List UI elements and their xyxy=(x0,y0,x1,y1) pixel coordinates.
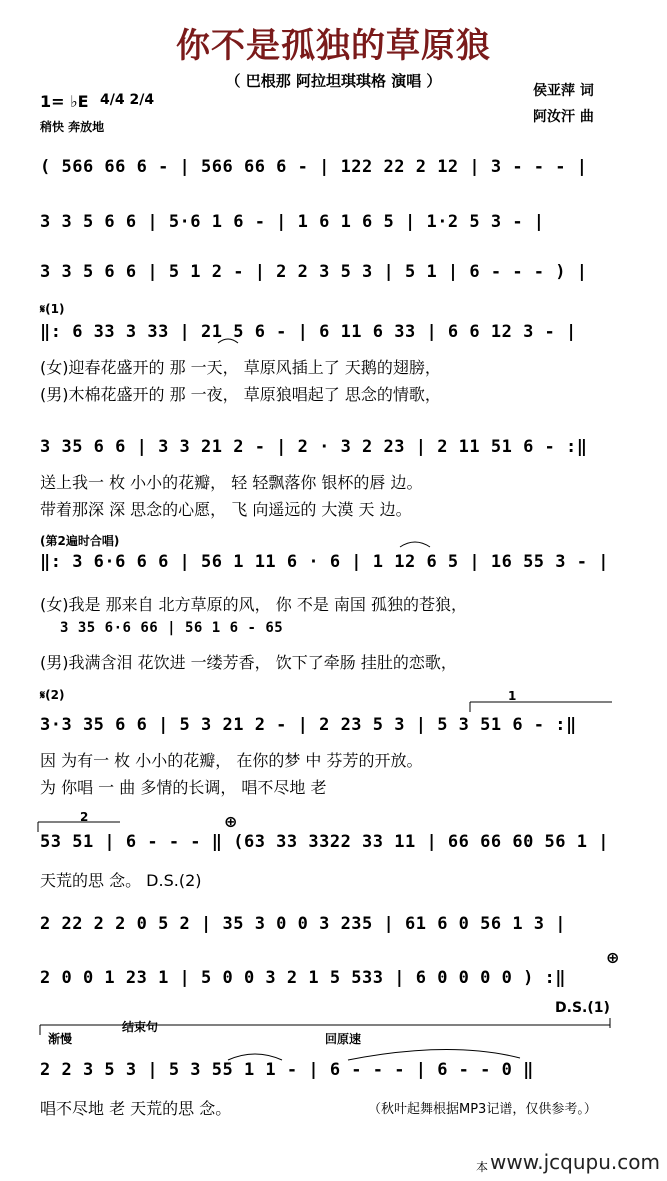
lyric-line: (女)迎春花盛开的 那 一天， 草原风插上了 天鹅的翅膀， xyxy=(40,358,441,377)
lyric-line: 天荒的思 念。 D.S.(2) xyxy=(40,871,202,890)
score-row-6: ‖: 3 6·6 6 6 | 56 1 11 6 · 6 | 1 12 6 5 | 16 55 3 - | xyxy=(40,552,609,572)
chorus-note: (第2遍时合唱) xyxy=(40,534,120,548)
lyric-line: 因 为有一 枚 小小的花瓣， 在你的梦 中 芬芳的开放。 xyxy=(40,751,423,770)
score-row-1: ( 566 66 6 - | 566 66 6 - | 122 22 2 12 | 3 - - - | xyxy=(40,157,588,177)
ds-1-mark: D.S.(1) xyxy=(555,1000,610,1016)
performers: （ 巴根那 阿拉坦琪琪格 演唱 ） xyxy=(225,72,442,90)
coda-mark: ⊕ xyxy=(224,812,238,831)
lyric-line: 送上我一 枚 小小的花瓣， 轻 轻飘落你 银杯的唇 边。 xyxy=(40,473,423,492)
ending-phrase-label: 结束句 xyxy=(122,1020,159,1034)
volta-1-label: 1 xyxy=(508,689,517,703)
key-signature: 1= ♭E xyxy=(40,92,89,111)
lyric-line: 唱不尽地 老 天荒的思 念。 xyxy=(40,1099,232,1118)
score-row-4: ‖: 6 33 3 33 | 21 5 6 - | 6 11 6 33 | 6 6 12 3 - | xyxy=(40,322,577,342)
coda-mark: ⊕ xyxy=(606,948,620,967)
tempo-marking: 稍快 奔放地 xyxy=(40,120,105,134)
segno-marker-1: 𝄋(1) xyxy=(40,302,65,316)
score-row-2: 3 3 5 6 6 | 5·6 1 6 - | 1 6 1 6 5 | 1·2 5 3 - | xyxy=(40,212,545,232)
footnote: （秋叶起舞根据MP3记谱，仅供参考。） xyxy=(368,1102,597,1117)
ritardando-label: 渐慢 xyxy=(48,1032,73,1046)
composer: 阿汝汗 曲 xyxy=(533,109,594,125)
score-row-12: 2 2 3 5 3 | 5 3 55 1 1 - | 6 - - - | 6 - - 0 ‖ xyxy=(40,1060,534,1080)
score-row-8: 3·3 35 6 6 | 5 3 21 2 - | 2 23 5 3 | 5 3 51 6 - :‖ xyxy=(40,715,577,735)
score-row-7: 3 35 6·6 66 | 56 1 6 - 65 xyxy=(60,620,284,636)
a-tempo-label: 回原速 xyxy=(325,1032,362,1046)
lyric-line: (男)我满含泪 花饮进 一缕芳香， 饮下了牵肠 挂肚的恋歌， xyxy=(40,653,457,672)
score-row-10: 2 22 2 2 0 5 2 | 35 3 0 0 3 235 | 61 6 0 56 1 3 | xyxy=(40,914,567,934)
lyricist: 侯亚萍 词 xyxy=(533,83,594,99)
score-row-3: 3 3 5 6 6 | 5 1 2 - | 2 2 3 5 3 | 5 1 | 6 - - - ) | xyxy=(40,262,588,282)
score-row-5: 3 35 6 6 | 3 3 21 2 - | 2 · 3 2 23 | 2 11 51 6 - :‖ xyxy=(40,437,588,457)
lyric-line: (男)木棉花盛开的 那 一夜， 草原狼唱起了 思念的情歌， xyxy=(40,385,441,404)
segno-marker-2: 𝄋(2) xyxy=(40,688,65,702)
volta-2-label: 2 xyxy=(80,810,89,824)
lyric-line: 为 你唱 一 曲 多情的长调， 唱不尽地 老 xyxy=(40,778,327,797)
score-row-9: 53 51 | 6 - - - ‖ (63 33 3322 33 11 | 66 66 60 56 1 | xyxy=(40,832,609,852)
song-title: 你不是孤独的草原狼 xyxy=(176,26,491,66)
watermark-prefix: 本 xyxy=(476,1160,489,1174)
lyric-line: (女)我是 那来自 北方草原的风， 你 不是 南国 孤独的苍狼， xyxy=(40,595,468,614)
lyric-line: 带着那深 深 思念的心愿， 飞 向遥远的 大漠 天 边。 xyxy=(40,500,412,519)
time-signature: 4/4 2/4 xyxy=(100,92,155,108)
watermark-url: www.jcqupu.com xyxy=(490,1150,660,1174)
score-row-11: 2 0 0 1 23 1 | 5 0 0 3 2 1 5 533 | 6 0 0 0 0 ) :‖ xyxy=(40,968,567,988)
